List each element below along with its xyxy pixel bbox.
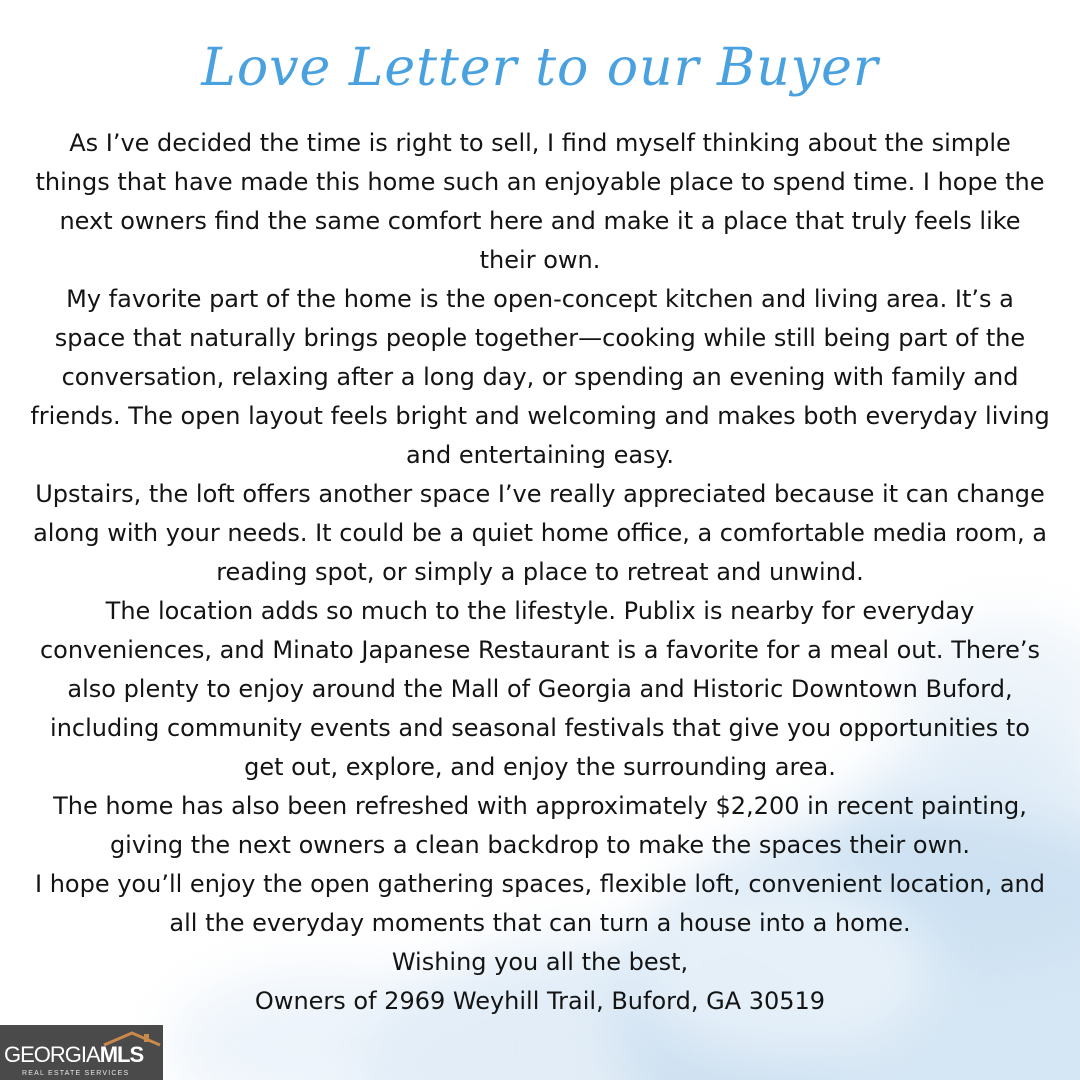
georgia-mls-logo — [0, 1025, 163, 1080]
logo-brand-mls: MLS — [99, 1042, 144, 1067]
letter-paragraph: The home has also been refreshed with approximately $2,200 in recent painting, giving the next owners a clean backdrop to make the spaces their own. — [53, 792, 1027, 859]
letter-closing: Wishing you all the best, — [391, 948, 689, 976]
letter-paragraph: Upstairs, the loft offers another space I’ve really appreciated because it can change along with your needs. It could be a quiet home office, a comfortable media room, a reading spot, or simply a place to retreat and unwind. — [33, 480, 1047, 586]
letter-body — [30, 124, 1050, 1021]
logo-brand-georgia: GEORGIA — [4, 1042, 100, 1067]
letter-paragraph: I hope you’ll enjoy the open gathering spaces, flexible loft, convenient location, and all the everyday moments that can turn a house into a home. — [35, 870, 1045, 937]
letter-paragraph: As I’ve decided the time is right to sell, I find myself thinking about the simple things that have made this home such an enjoyable place to spend time. I hope the next owners find the same comfort here and make it a place that truly feels like their own. — [35, 129, 1045, 274]
letter-title: Love Letter to our Buyer — [201, 38, 879, 98]
letter-signature: Owners of 2969 Weyhill Trail, Buford, GA 30519 — [254, 987, 826, 1015]
letter-paragraph: My favorite part of the home is the open-concept kitchen and living area. It’s a space that naturally brings people together—cooking while still being part of the conversation, relaxing after a long day, or spending an evening with family and friends. The open layout feels bright and welcoming and makes both everyday living and entertaining easy. — [30, 285, 1050, 469]
logo-wordmark — [4, 1043, 162, 1067]
letter-paragraph: The location adds so much to the lifestyle. Publix is nearby for everyday conveniences, and Minato Japanese Restaurant is a favorite for a meal out. There’s also plenty to enjoy around the Mall of Georgia and Historic Downtown Buford, including community events and seasonal festivals that give you opportunities to get out, explore, and enjoy the surrounding area. — [39, 597, 1041, 781]
logo-tagline: REAL ESTATE SERVICES — [22, 1070, 130, 1077]
